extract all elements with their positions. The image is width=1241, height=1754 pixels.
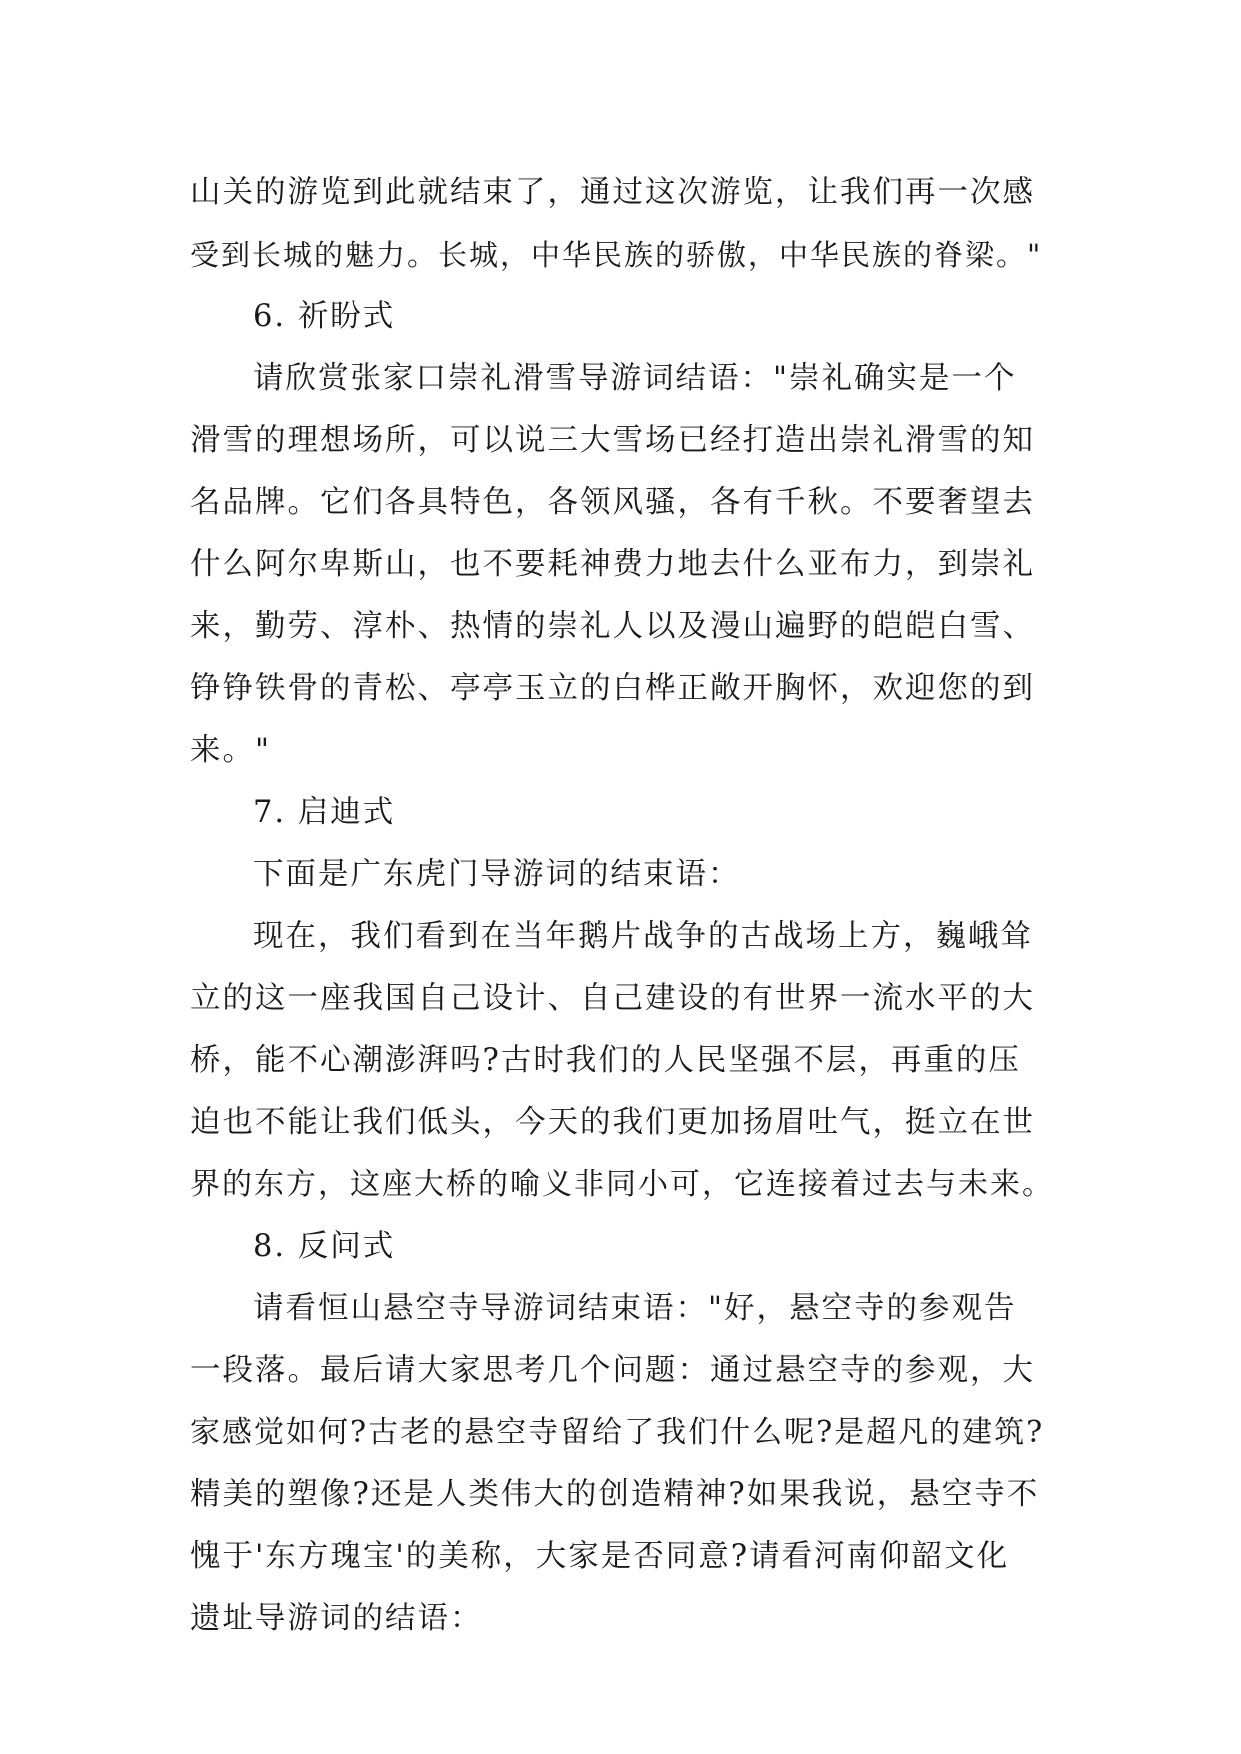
document-body xyxy=(190,162,1055,1650)
text-line: 请看恒山悬空寺导游词结束语："好，悬空寺的参观告 xyxy=(253,1291,1017,1326)
text-line: 来，勤劳、淳朴、热情的崇礼人以及漫山遍野的皑皑白雪、 xyxy=(190,609,1035,644)
text-line: 立的这一座我国自己设计、自己建设的有世界一流水平的大 xyxy=(190,981,1035,1016)
text-line: 界的东方，这座大桥的喻义非同小可，它连接着过去与未来。 xyxy=(190,1167,1054,1202)
text-line: 7. 启迪式 xyxy=(253,795,396,830)
text-line: 8. 反问式 xyxy=(253,1229,396,1264)
text-line: 精美的塑像?还是人类伟大的创造精神?如果我说，悬空寺不 xyxy=(190,1477,1040,1512)
text-line: 家感觉如何?古老的悬空寺留给了我们什么呢?是超凡的建筑? xyxy=(190,1415,1045,1450)
text-line: 迫也不能让我们低头，今天的我们更加扬眉吐气，挺立在世 xyxy=(190,1105,1035,1140)
text-line: 遗址导游词的结语： xyxy=(190,1601,483,1636)
text-line: 铮铮铁骨的青松、亭亭玉立的白桦正敞开胸怀，欢迎您的到 xyxy=(190,671,1035,706)
text-line: 山关的游览到此就结束了，通过这次游览，让我们再一次感 xyxy=(190,175,1035,210)
text-line: 6. 祈盼式 xyxy=(253,299,396,334)
text-line: 来。" xyxy=(190,733,272,768)
text-line: 一段落。最后请大家思考几个问题：通过悬空寺的参观，大 xyxy=(190,1353,1035,1388)
text-line: 请欣赏张家口崇礼滑雪导游词结语："崇礼确实是一个 xyxy=(253,361,1017,396)
text-line: 桥，能不心潮澎湃吗?古时我们的人民坚强不层，再重的压 xyxy=(190,1043,1021,1078)
text-line: 名品牌。它们各具特色，各领风骚，各有千秋。不要奢望去 xyxy=(190,485,1035,520)
text-line: 下面是广东虎门导游词的结束语： xyxy=(253,857,741,892)
text-line: 滑雪的理想场所，可以说三大雪场已经打造出崇礼滑雪的知 xyxy=(190,423,1035,458)
text-line: 受到长城的魅力。长城，中华民族的骄傲，中华民族的脊梁。" xyxy=(190,238,1043,272)
text-line: 什么阿尔卑斯山，也不要耗神费力地去什么亚布力，到崇礼 xyxy=(190,547,1035,582)
text-line: 愧于'东方瑰宝'的美称，大家是否同意?请看河南仰韶文化 xyxy=(190,1539,1010,1574)
text-line: 现在，我们看到在当年鹅片战争的古战场上方，巍峨耸 xyxy=(253,919,1033,954)
